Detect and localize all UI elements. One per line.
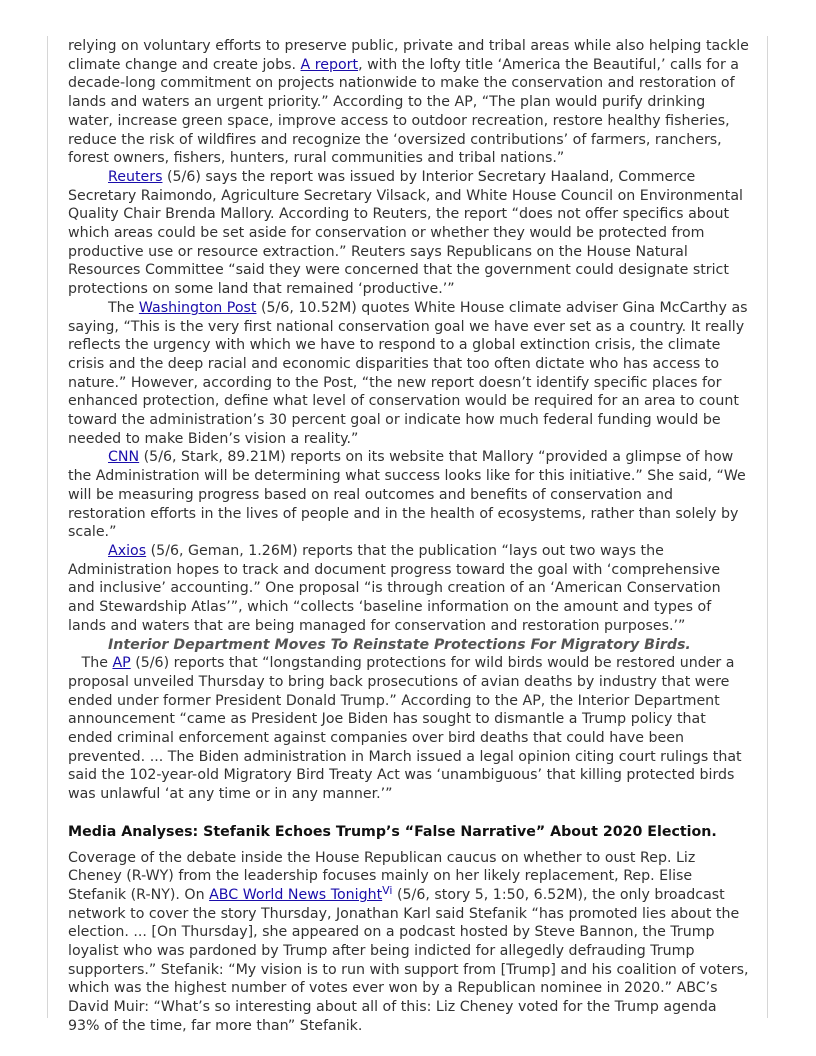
text-span: (5/6) says the report was issued by Interior Secretary Haaland, Commerce Secretary Raimondo, Agriculture Secretary Vilsack, and White House Council on Environmental Quality Chair Brenda Mallory. According to Reuters, the report “does not offer specifics about which areas could be set aside for conservation or whether they would be protected from productive use or resource extraction.” Reuters says Republicans on the House Natural Resources Committee “said they were concerned that the government could designate strict protections on some land that remained ‘productive.’”	[68, 168, 743, 298]
video-marker[interactable]: Vi	[382, 883, 393, 897]
link-axios[interactable]: Axios	[108, 542, 147, 559]
section-heading: Media Analyses: Stefanik Echoes Trump’s “False Narrative” About 2020 Election.	[68, 823, 717, 840]
text-span: (5/6) reports that “longstanding protections for wild birds would be restored under a proposal unveiled Thursday to bring back prosecutions of avian deaths by industry that were ended under former President Donald Trump.” According to the AP, the Interior Department announcement “came as President Joe Biden has sought to dismantle a Trump policy that ended criminal enforcement against companies over bird deaths that could have been prevented. ... The Biden administration in March issued a legal opinion citing court rulings that said the 102-year-old Migratory Bird Treaty Act was ‘unambiguous’ that killing protected birds was unlawful ‘at any time or in any manner.’”	[68, 655, 742, 803]
link-ap[interactable]: AP	[112, 655, 131, 672]
link-abc-world-news-tonight[interactable]: ABC World News Tonight	[209, 886, 383, 903]
paragraph-washington-post	[68, 299, 750, 449]
story-headline: Interior Department Moves To Reinstate Protections For Migratory Birds.	[108, 636, 691, 653]
text-span: relying on voluntary efforts to preserve public, private and tribal areas while also helping tackle climate change and create jobs.	[68, 38, 749, 73]
left-margin-rule	[47, 36, 48, 1018]
link-washington-post[interactable]: Washington Post	[138, 299, 257, 316]
text-span: , with the lofty title ‘America the Beautiful,’ calls for a decade-long commitment on projects nationwide to make the conservation and restoration of lands and waters an urgent priority.” According to the AP, “The plan would purify drinking water, increase green space, improve access to outdoor recreation, restore healthy fisheries, reduce the risk of wildfires and recognize the ‘oversized contributions’ of farmers, ranchers, forest owners, fishers, hunters, rural communities and tribal nations.”	[68, 56, 740, 167]
text-span: Coverage of the debate inside the House Republican caucus on whether to oust Rep. Liz Cheney (R-WY) from the leadership focuses mainly on her likely replacement, Rep. Elise Stefanik (R-NY). On	[68, 849, 696, 903]
link-cnn[interactable]: CNN	[108, 449, 140, 466]
text-span: (5/6, story 5, 1:50, 6.52M), the only broadcast network to cover the story Thursday, Jonathan Karl said Stefanik “has promoted lies about the election. ... [On Thursday], she appeared on a podcast hosted by Steve Bannon, the Trump loyalist who was pardoned by Trump after being indicted for allegedly defrauding Trump supporters.” Stefanik: “My vision is to run with support from [Trump] and his coalition of voters, which was the highest number of votes ever won by a Republican nominee in 2020.” ABC’s David Muir: “What’s so interesting about all of this: Liz Cheney voted for the Trump agenda 93% of the time, far more than” Stefanik.	[68, 886, 749, 1034]
paragraph-cnn	[68, 448, 750, 542]
paragraph-stefanik	[68, 849, 750, 1036]
link-report[interactable]: A report	[300, 56, 359, 73]
link-reuters[interactable]: Reuters	[108, 168, 163, 185]
text-span: (5/6, Geman, 1.26M) reports that the publication “lays out two ways the Administration hopes to track and document progress toward the goal with ‘comprehensive and inclusive’ accounting.” One proposal “is through creation of an ‘American Conservation and Stewardship Atlas’”, which “collects ‘baseline information on the amount and types of lands and waters that are being managed for conservation and restoration purposes.’”	[68, 542, 721, 634]
document-body	[68, 37, 750, 1036]
paragraph-reuters	[68, 168, 750, 299]
paragraph-migratory-birds	[68, 636, 750, 804]
text-span: The	[108, 299, 139, 316]
right-margin-rule	[767, 36, 768, 1018]
text-span: (5/6, 10.52M) quotes White House climate adviser Gina McCarthy as saying, “This is the very first national conservation goal we have ever set as a country. It really reflects the urgency with which we have to respond to a global extinction crisis, the climate crisis and the deep racial and economic disparities that too often dictate who has access to nature.” However, according to the Post, “the new report doesn’t identify specific places for enhanced protection, define what level of conservation would be required for an area to count toward the administration’s 30 percent goal or indicate how much federal funding would be needed to make Biden’s vision a reality.”	[68, 299, 748, 447]
paragraph-report	[68, 37, 750, 168]
text-span: The	[68, 655, 113, 672]
text-span: (5/6, Stark, 89.21M) reports on its website that Mallory “provided a glimpse of how the Administration will be determining what success looks like for this initiative.” She said, “We will be measuring progress based on real outcomes and benefits of conservation and restoration efforts in the lives of people and in the health of ecosystems, rather than solely by scale.”	[68, 449, 746, 541]
paragraph-axios	[68, 542, 750, 636]
